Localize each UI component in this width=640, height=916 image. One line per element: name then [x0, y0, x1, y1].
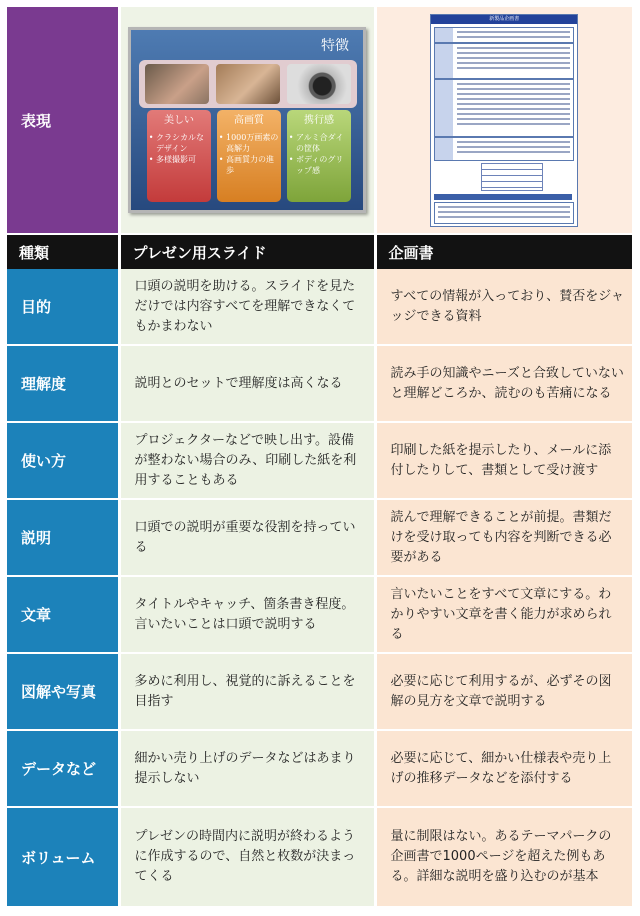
document-section — [434, 79, 574, 137]
feature-card-title: 高画質 — [234, 115, 264, 126]
slide-cell: 細かい売り上げのデータなどはあまり提示しない — [119, 730, 375, 807]
document-cell: 読み手の知識やニーズと合致していないと理解どころか、読むのも苦痛になる — [375, 345, 632, 422]
row-label: 目的 — [7, 269, 119, 345]
document-cell: 言いたいことをすべて文章にする。わかりやすい文章を書く能力が求められる — [375, 576, 632, 653]
feature-card-item: • アルミ合ダイの筐体 — [296, 132, 351, 154]
camera-image — [287, 64, 351, 104]
feature-card-title: 携行感 — [304, 115, 334, 126]
table-row — [7, 422, 632, 499]
slide-cell: プレゼンの時間内に説明が終わるように作成するので、自然と枚数が決まってくる — [119, 807, 375, 907]
document-title: 新製品企画書 — [431, 15, 577, 24]
table-row — [7, 345, 632, 422]
row-label: ボリューム — [7, 807, 119, 907]
comparison-table — [7, 7, 632, 908]
document-footer-bar — [434, 194, 572, 200]
document-section — [434, 202, 574, 224]
feature-card-title: 美しい — [164, 115, 194, 126]
document-section — [434, 27, 574, 43]
feature-card — [147, 110, 211, 202]
slide-cell: 多めに利用し、視覚的に訴えることを目指す — [119, 653, 375, 730]
slide-cell: 説明とのセットで理解度は高くなる — [119, 345, 375, 422]
row-label: 表現 — [7, 7, 119, 234]
row-label: データなど — [7, 730, 119, 807]
row-label: 理解度 — [7, 345, 119, 422]
feature-card — [217, 110, 281, 202]
document-cell: 必要に応じて、細かい仕様表や売り上げの推移データなどを添付する — [375, 730, 632, 807]
photo-women-image — [145, 64, 209, 104]
slide-cell: 口頭での説明が重要な役割を持っている — [119, 499, 375, 576]
feature-card-item: • 1000万画素の高解力 — [226, 132, 281, 154]
header-type: 種類 — [7, 234, 119, 269]
document-section — [434, 137, 574, 161]
table-row — [7, 576, 632, 653]
document-cell: 必要に応じて利用するが、必ずその図解の見方を文章で説明する — [375, 653, 632, 730]
slide-cell: プロジェクターなどで映し出す。設備が整わない場合のみ、印刷した紙を利用することもある — [119, 422, 375, 499]
document-cell: 読んで理解できることが前提。書類だけを受け取っても内容を判断できる必要がある — [375, 499, 632, 576]
slide-thumbnail — [128, 27, 366, 213]
document-cell: すべての情報が入っており、賛否をジャッジできる資料 — [375, 269, 632, 345]
table-header — [7, 234, 632, 269]
feature-card — [287, 110, 351, 202]
table-row — [7, 807, 632, 907]
document-section — [434, 43, 574, 79]
feature-card-item: • クラシカルなデザイン — [156, 132, 211, 154]
row-label: 説明 — [7, 499, 119, 576]
table-row — [7, 730, 632, 807]
feature-card-item: • 多様撮影可 — [156, 154, 211, 165]
slide-thumbnail-cell — [119, 7, 375, 234]
slide-title: 特徴 — [321, 38, 349, 54]
feature-card-item: • ボディのグリップ感 — [296, 154, 351, 176]
document-thumbnail — [430, 14, 578, 227]
document-thumbnail-cell — [375, 7, 632, 234]
slide-cell: 口頭の説明を助ける。スライドを見ただけでは内容すべてを理解できなくてもかまわない — [119, 269, 375, 345]
row-label: 図解や写真 — [7, 653, 119, 730]
row-label: 文章 — [7, 576, 119, 653]
slide-cell: タイトルやキャッチ、箇条書き程度。言いたいことは口頭で説明する — [119, 576, 375, 653]
table-row — [7, 499, 632, 576]
feature-card-item: • 高画質力の進歩 — [226, 154, 281, 176]
header-document: 企画書 — [375, 234, 632, 269]
table-row — [7, 653, 632, 730]
photo-band — [139, 60, 357, 108]
table-row — [7, 7, 632, 234]
table-row — [7, 269, 632, 345]
row-label: 使い方 — [7, 422, 119, 499]
document-table — [481, 163, 543, 191]
header-slide: プレゼン用スライド — [119, 234, 375, 269]
document-cell: 量に制限はない。あるテーマパークの企画書で1000ページを超えた例もある。詳細な説明を盛り込むのが基本 — [375, 807, 632, 907]
document-cell: 印刷した紙を提示したり、メールに添付したりして、書類として受け渡す — [375, 422, 632, 499]
photo-people-image — [216, 64, 280, 104]
